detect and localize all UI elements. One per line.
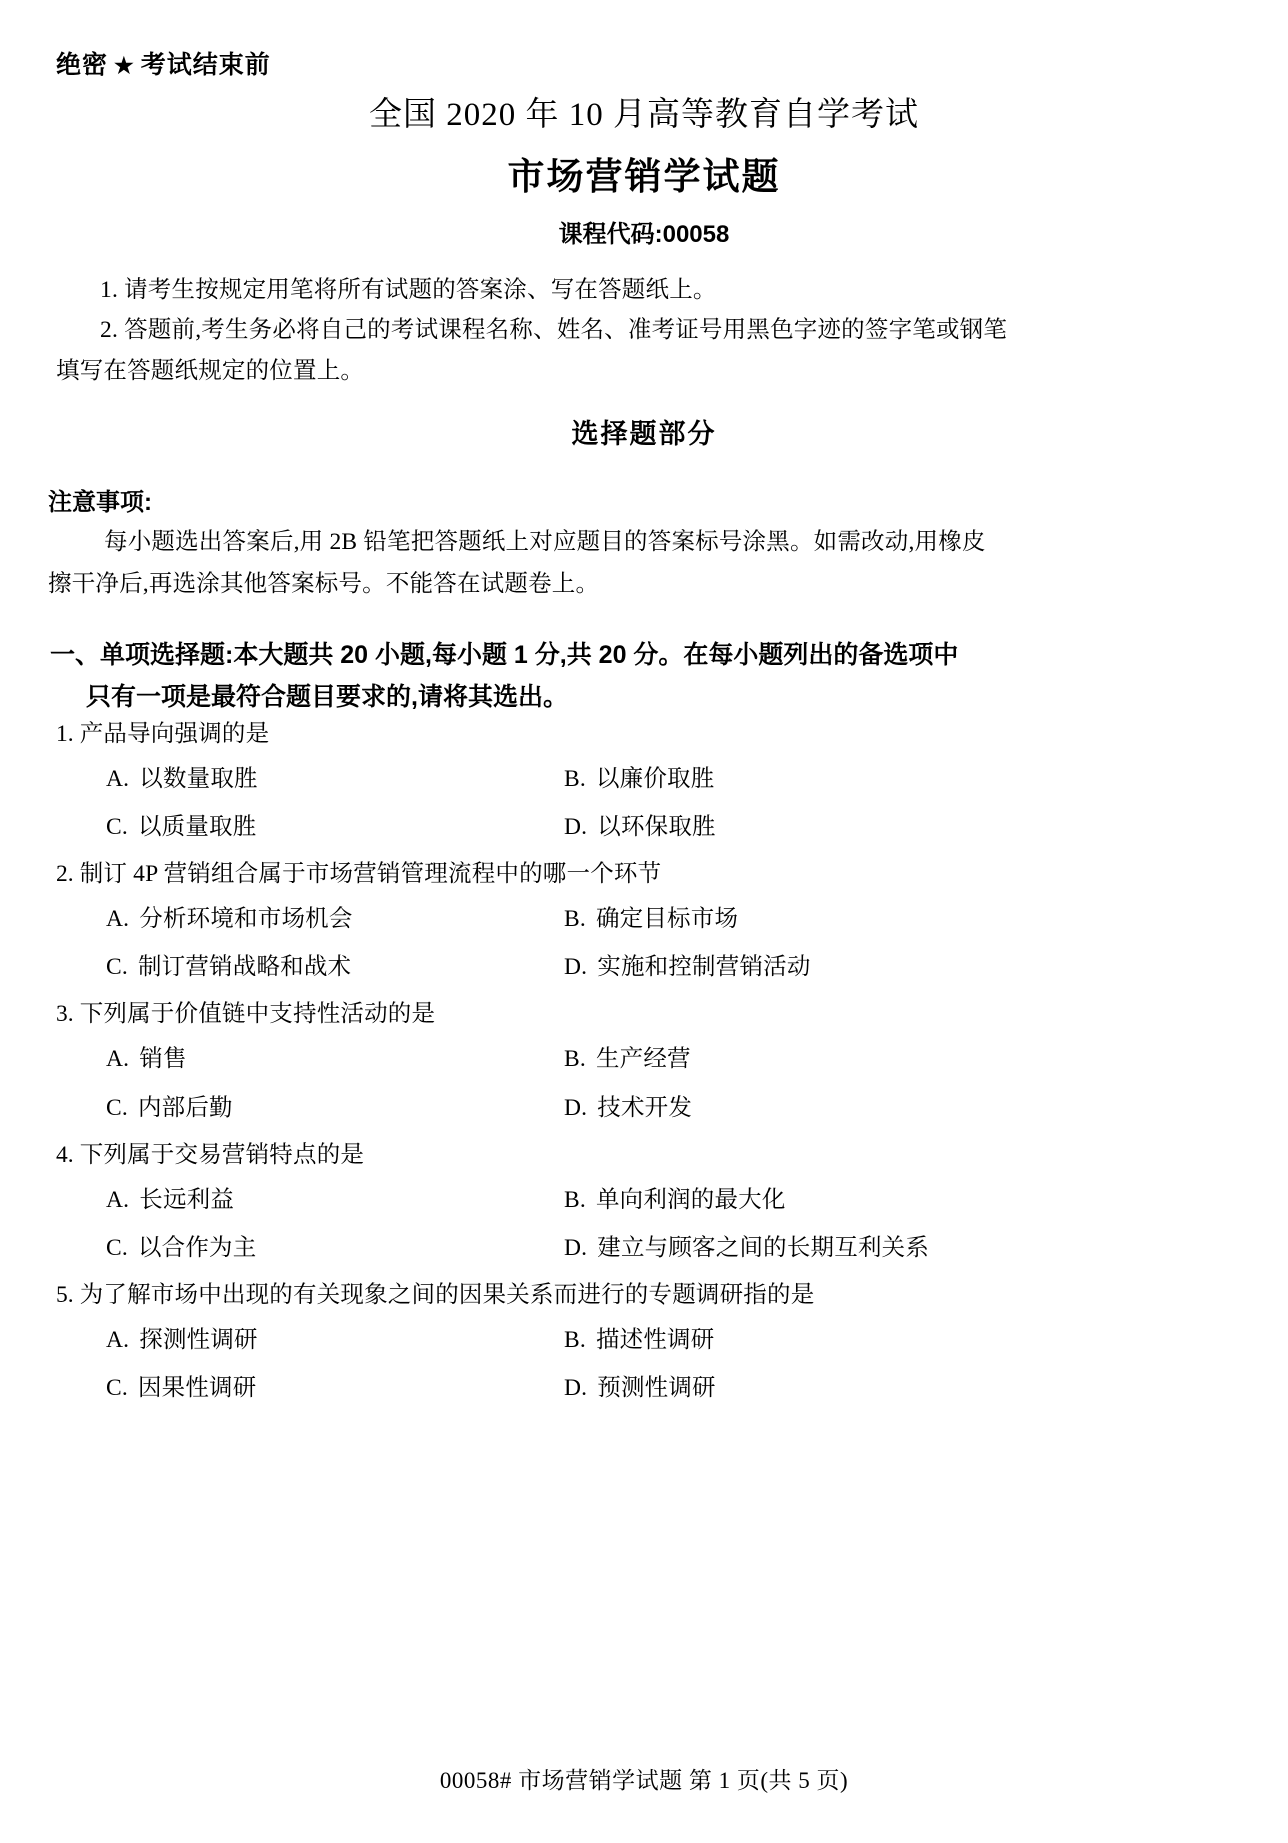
option-d-text: 实施和控制营销活动 [597,954,811,981]
option-d-text: 预测性调研 [597,1374,716,1401]
option-c-text: 内部后勤 [137,1094,233,1121]
option-a-label: A. [106,906,130,933]
secrecy-notice [56,45,271,81]
question-item [56,995,1242,1131]
option-d-text: 技术开发 [597,1094,693,1121]
question-text: 产品导向强调的是 [79,721,270,747]
option-row [56,1224,1242,1272]
option-a-text: 销售 [139,1046,187,1073]
option-d[interactable] [556,1369,1242,1407]
option-b-label: B. [564,1326,586,1353]
option-a[interactable] [56,900,556,938]
option-b[interactable] [556,1040,1242,1078]
option-a-label: A. [106,1326,130,1353]
question-text: 下列属于交易营销特点的是 [79,1141,365,1168]
question-number: 2. [56,861,74,888]
question-number: 1. [56,721,74,747]
option-a-text: 长远利益 [139,1186,235,1213]
option-b[interactable] [556,760,1242,798]
option-d-label: D. [564,814,588,841]
option-d-text: 建立与顾客之间的长期互利关系 [597,1234,930,1261]
option-b[interactable] [556,1181,1242,1219]
choice-part-title: 选择题部分 [571,419,717,449]
option-b[interactable] [556,900,1242,938]
option-c[interactable] [56,1089,556,1127]
option-a[interactable] [56,1040,556,1078]
option-row [56,1084,1242,1132]
option-b-label: B. [564,906,586,933]
option-a-label: A. [106,1186,130,1213]
option-a-label: A. [106,1046,130,1073]
option-a-text: 以数量取胜 [139,766,258,793]
option-d-label: D. [564,1234,588,1261]
notice-body [48,522,1244,606]
question-item [56,1276,1242,1412]
option-c[interactable] [56,1229,556,1267]
option-b-text: 生产经营 [595,1046,691,1073]
option-a[interactable] [56,1181,556,1219]
instruction-item-1: 1. 请考生按规定用笔将所有试题的答案涂、写在答题纸上。 [100,277,717,303]
option-row [56,1364,1242,1412]
question-stem [56,1276,1242,1314]
option-row [56,895,1242,943]
question-item [56,855,1242,991]
question-text: 制订 4P 营销组合属于市场营销管理流程中的哪一个环节 [79,861,662,888]
option-row [56,803,1242,851]
star-icon: ★ [114,53,135,78]
option-b-text: 单向利润的最大化 [595,1186,786,1213]
question-stem [56,715,1242,753]
option-c-label: C. [106,814,128,841]
option-c[interactable] [56,948,556,986]
option-d-text: 以环保取胜 [597,814,716,841]
option-a-label: A. [106,766,130,793]
secrecy-label: 绝密 [56,52,109,79]
option-d-label: D. [564,954,588,981]
question-stem [56,855,1242,893]
exam-title: 全国 2020 年 10 月高等教育自学考试 [369,97,919,133]
question-item [56,1136,1242,1272]
option-a-text: 分析环境和市场机会 [139,906,353,933]
option-c-label: C. [106,1374,128,1401]
question-number: 5. [56,1281,74,1308]
question-item [56,715,1242,851]
question-number: 3. [56,1001,74,1028]
question-list [56,715,1242,1416]
option-b-label: B. [564,1046,586,1073]
option-c-text: 因果性调研 [137,1374,257,1401]
option-c[interactable] [56,808,556,846]
option-a[interactable] [56,1321,556,1359]
option-d[interactable] [556,1229,1242,1267]
option-row [56,943,1242,991]
title-block [0,95,1288,249]
course-code: 课程代码:00058 [558,221,730,249]
option-b-label: B. [564,1186,586,1213]
notice-line-1: 每小题选出答案后,用 2B 铅笔把答题纸上对应题目的答案标号涂黑。如需改动,用橡皮 [104,529,986,555]
option-a-text: 探测性调研 [139,1326,258,1353]
option-row [56,1176,1242,1224]
subject-title: 市场营销学试题 [507,156,781,198]
instruction-item-2-cont: 填写在答题纸规定的位置上。 [56,357,365,384]
option-d[interactable] [556,948,1242,986]
option-b-label: B. [564,766,586,793]
notice-label: 注意事项: [48,489,152,516]
option-row [56,1316,1242,1364]
option-row [56,755,1242,803]
instruction-item-2: 2. 答题前,考生务必将自己的考试课程名称、姓名、准考证号用黑色字迹的签字笔或钢笔 [100,317,1008,344]
option-d[interactable] [556,1089,1242,1127]
question-number: 4. [56,1141,74,1168]
option-d-label: D. [564,1374,588,1401]
notice-line-2: 擦干净后,再选涂其他答案标号。不能答在试题卷上。 [48,570,600,597]
option-c-text: 制订营销战略和战术 [137,954,352,981]
page-footer: 00058# 市场营销学试题 第 1 页(共 5 页) [439,1768,849,1793]
question-text: 下列属于价值链中支持性活动的是 [79,1001,436,1028]
secrecy-suffix: 考试结束前 [140,52,271,79]
option-c-text: 以质量取胜 [137,814,257,841]
instructions-block [56,270,1236,391]
option-c[interactable] [56,1369,556,1407]
question-stem [56,995,1242,1033]
option-b[interactable] [556,1321,1242,1359]
option-row [56,1035,1242,1083]
option-c-label: C. [106,1094,128,1121]
option-c-label: C. [106,954,128,981]
option-b-text: 描述性调研 [595,1326,715,1353]
option-b-text: 以廉价取胜 [595,766,715,793]
option-c-label: C. [106,1234,128,1261]
option-b-text: 确定目标市场 [595,906,739,933]
option-d-label: D. [564,1094,588,1121]
option-d[interactable] [556,808,1242,846]
question-section-heading-line-1: 一、单项选择题:本大题共 20 小题,每小题 1 分,共 20 分。在每小题列出的备选项中 [50,641,959,669]
option-c-text: 以合作为主 [137,1234,257,1261]
question-text: 为了解市场中出现的有关现象之间的因果关系而进行的专题调研指的是 [79,1281,815,1308]
question-section-heading [50,634,1242,718]
option-a[interactable] [56,760,556,798]
question-section-heading-line-2: 只有一项是最符合题目要求的,请将其选出。 [86,683,568,711]
question-stem [56,1136,1242,1174]
